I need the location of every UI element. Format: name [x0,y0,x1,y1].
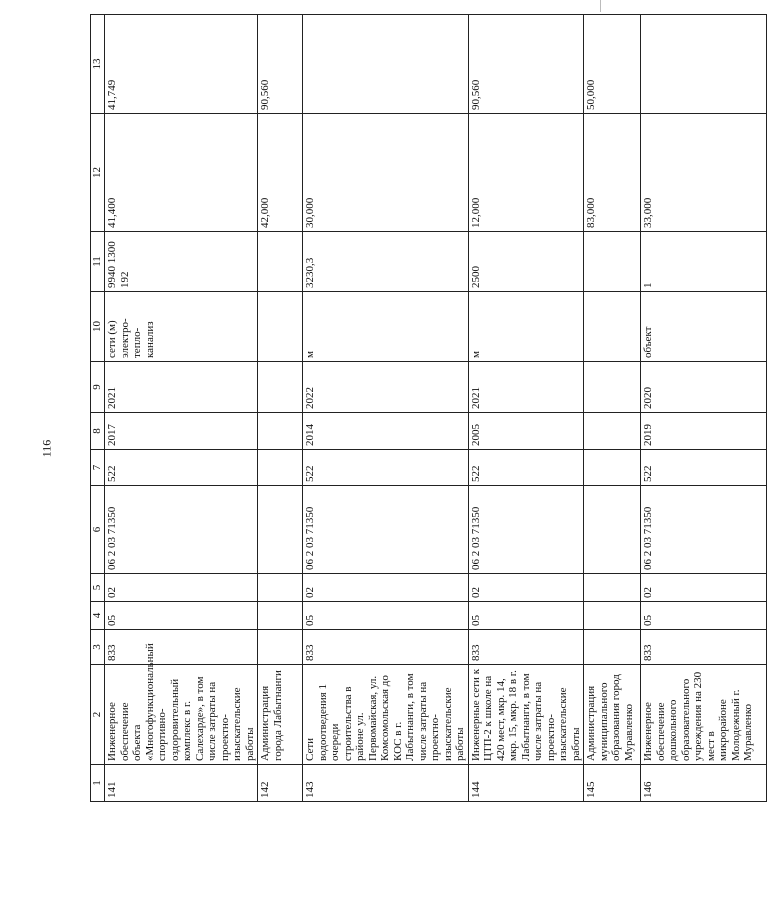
object-name: Инженерное обеспечение объекта «Многофункциональный спортивно-оздоровительный комплекс в г. Салехарде», в том числе затраты на проектно-изыскательские работы [105,665,258,765]
cell: 05 [468,602,584,630]
cell: 41,400 [105,114,258,232]
cell [584,413,641,450]
row-number: 142 [258,765,303,802]
cell [258,362,303,413]
cell [258,292,303,362]
cell: 3230,3 [303,232,469,292]
cell [258,232,303,292]
cell: 02 [303,574,469,602]
budget-table [90,14,767,802]
row-number: 141 [105,765,258,802]
cell: 9940 1300 192 [105,232,258,292]
cell: 2021 [105,362,258,413]
row-number: 144 [468,765,584,802]
cell: 42,000 [258,114,303,232]
header-cell: 13 [91,15,105,114]
cell: 41,749 [105,15,258,114]
header-cell: 2 [91,665,105,765]
cell [584,292,641,362]
table-row [258,15,303,802]
header-cell: 1 [91,765,105,802]
header-cell: 12 [91,114,105,232]
header-cell: 4 [91,602,105,630]
cell: 2019 [641,413,767,450]
rotated-table-wrapper [90,15,754,802]
cell: 02 [641,574,767,602]
header-cell: 11 [91,232,105,292]
cell: 30,000 [303,114,469,232]
cell: 33,000 [641,114,767,232]
cell [258,486,303,574]
cell [584,362,641,413]
cell: 833 [105,630,258,665]
header-cell: 9 [91,362,105,413]
cell [584,574,641,602]
cell: 833 [641,630,767,665]
cell [584,602,641,630]
cell: 05 [641,602,767,630]
header-cell: 5 [91,574,105,602]
cell [584,232,641,292]
cell: 522 [641,450,767,486]
row-number: 145 [584,765,641,802]
cell: 06 2 03 71350 [468,486,584,574]
cell [584,630,641,665]
cell: 02 [468,574,584,602]
cell: 2020 [641,362,767,413]
header-cell: 7 [91,450,105,486]
object-name: Инженерное обеспечение дошкольного образовательного учреждения на 230 мест в микрорайоне Молодежный г. Муравленко [641,665,767,765]
cell [584,450,641,486]
cell: 83,000 [584,114,641,232]
table-row [584,15,641,802]
table-row [303,15,469,802]
cell: 522 [105,450,258,486]
cell: 02 [105,574,258,602]
cell: 2014 [303,413,469,450]
cell: 833 [468,630,584,665]
scan-edge-line [600,0,601,12]
header-row [91,15,105,802]
cell: 2500 [468,232,584,292]
cell [584,486,641,574]
cell: 1 [641,232,767,292]
cell: 50,000 [584,15,641,114]
object-name: Администрация города Лабытнанги [258,665,303,765]
row-number: 143 [303,765,469,802]
cell: 833 [303,630,469,665]
cell: 12,000 [468,114,584,232]
cell: 2022 [303,362,469,413]
cell: 90,560 [258,15,303,114]
cell [258,413,303,450]
cell: 2021 [468,362,584,413]
header-cell: 8 [91,413,105,450]
object-name: Инженерные сети к ЦТП-2 к школе на 420 мест, мкр. 14, мкр. 15, мкр. 18 в г. Лабытнанги, в том числе затраты на проектно-изыскательские работы [468,665,584,765]
cell: 05 [303,602,469,630]
cell [258,630,303,665]
cell: 06 2 03 71350 [105,486,258,574]
header-cell: 10 [91,292,105,362]
cell: 06 2 03 71350 [303,486,469,574]
table-row [641,15,767,802]
table-row [105,15,258,802]
cell: 2017 [105,413,258,450]
cell [258,574,303,602]
cell: 522 [468,450,584,486]
header-cell: 3 [91,630,105,665]
cell: сети (м) электро- тепло- канализ [105,292,258,362]
header-cell: 6 [91,486,105,574]
table-row [468,15,584,802]
page-number: 116 [39,439,54,458]
cell [641,15,767,114]
cell: м [303,292,469,362]
object-name: Администрация муниципального образования город Муравленко [584,665,641,765]
cell: объект [641,292,767,362]
cell: м [468,292,584,362]
cell: 522 [303,450,469,486]
cell [303,15,469,114]
cell [258,602,303,630]
cell [258,450,303,486]
object-name: Сети водоотведения 1 очереди строительства в районе ул. Первомайская, ул. Комсомольская до КОС в г. Лабытнанги, в том числе затраты на проектно-изыскательские работы [303,665,469,765]
cell: 05 [105,602,258,630]
cell: 90,560 [468,15,584,114]
cell: 2005 [468,413,584,450]
row-number: 146 [641,765,767,802]
cell: 06 2 03 71350 [641,486,767,574]
